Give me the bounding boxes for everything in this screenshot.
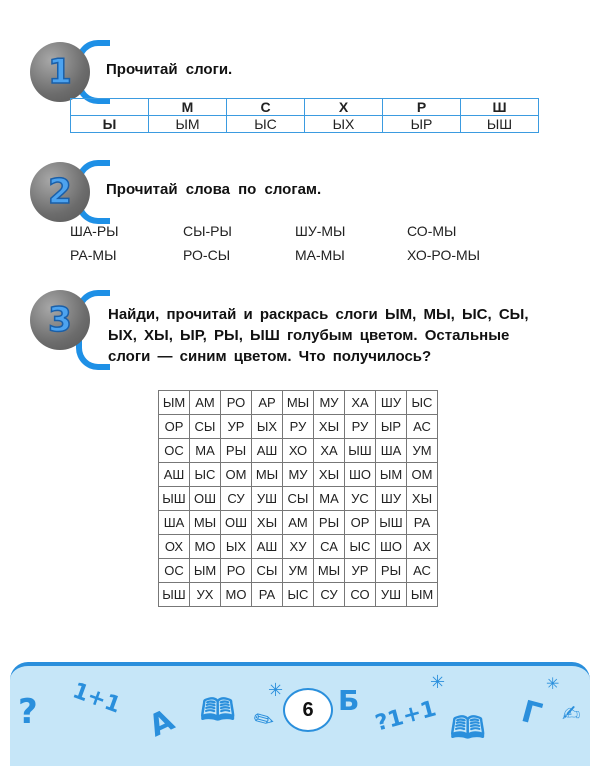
letter-a-doodle: A [143,702,180,745]
pencil-doodle: ✍ [562,702,581,727]
grid-cell[interactable]: РО [221,559,252,583]
grid-cell[interactable]: ХО [283,439,314,463]
word-column [70,223,180,271]
grid-cell[interactable]: СЫ [283,487,314,511]
grid-cell[interactable]: МЫ [314,559,345,583]
grid-cell[interactable]: ША [376,439,407,463]
word: СЫ-РЫ [183,223,232,239]
grid-cell[interactable]: ША [159,511,190,535]
grid-cell[interactable]: ЫС [283,583,314,607]
grid-row [159,583,438,607]
instruction-line: слоги — синим цветом. Что получилось? [108,348,432,365]
page-number: 6 [283,688,333,732]
word: МА-МЫ [295,247,345,263]
grid-cell[interactable]: ШУ [376,391,407,415]
grid-cell[interactable]: СУ [221,487,252,511]
grid-row [159,535,438,559]
grid-cell[interactable]: ХЫ [252,511,283,535]
grid-cell[interactable]: СЫ [190,415,221,439]
table-cell: Ш [461,99,539,116]
word: ША-РЫ [70,223,119,239]
grid-cell[interactable]: ХЫ [407,487,438,511]
task-3-instruction [108,304,529,367]
syllable-table [70,98,539,133]
instruction-line: ЫХ, ХЫ, ЫР, РЫ, ЫШ голубым цветом. Остальные [108,327,510,344]
grid-cell[interactable]: УМ [407,439,438,463]
task-number: 1 [48,52,72,92]
table-cell: Р [383,99,461,116]
letter-b-doodle: Б [338,684,360,717]
table-row [71,116,539,133]
book-doodle: 🕮 [450,711,486,746]
pencil-doodle: ✎ [248,702,280,738]
grid-cell[interactable]: ХЫ [314,415,345,439]
grid-cell[interactable]: МЫ [190,511,221,535]
grid-cell[interactable]: МУ [283,463,314,487]
grid-cell[interactable]: ОМ [221,463,252,487]
math-doodle: 1+1 [69,678,124,719]
grid-cell[interactable]: РУ [283,415,314,439]
grid-cell[interactable]: МО [221,583,252,607]
grid-cell[interactable]: ЫМ [159,391,190,415]
grid-cell[interactable]: МО [190,535,221,559]
math-doodle: ?1+1 [372,696,439,737]
grid-cell[interactable]: ЫС [190,463,221,487]
grid-cell[interactable]: МА [190,439,221,463]
grid-cell[interactable]: РА [252,583,283,607]
grid-row [159,511,438,535]
grid-cell[interactable]: УМ [283,559,314,583]
question-mark-doodle: ? [18,692,38,732]
grid-cell[interactable]: ОМ [407,463,438,487]
star-doodle: ✳ [430,672,446,693]
grid-cell[interactable]: АР [252,391,283,415]
grid-cell[interactable]: ШО [345,463,376,487]
grid-cell[interactable]: ЫШ [376,511,407,535]
instruction-line: Найди, прочитай и раскрась слоги ЫМ, МЫ, ЫС, СЫ, [108,306,529,323]
grid-cell[interactable]: УХ [190,583,221,607]
grid-cell[interactable]: ОР [159,415,190,439]
letter-g-doodle: Г [517,694,546,733]
grid-cell[interactable]: ЫМ [407,583,438,607]
table-cell: ЫМ [149,116,227,133]
grid-cell[interactable]: АС [407,415,438,439]
table-cell: ЫР [383,116,461,133]
grid-cell[interactable]: ЫХ [221,535,252,559]
grid-cell[interactable]: ЫШ [345,439,376,463]
grid-cell[interactable]: СА [314,535,345,559]
task-3-badge [30,290,120,374]
table-header-row [71,99,539,116]
table-cell: ЫС [227,116,305,133]
grid-cell[interactable]: ОШ [221,511,252,535]
grid-cell[interactable]: ШУ [376,487,407,511]
word: РА-МЫ [70,247,117,263]
task-number: 2 [48,172,72,212]
number-circle [30,162,90,222]
grid-cell[interactable]: ЫШ [159,583,190,607]
table-cell: Ы [71,116,149,133]
task-number: 3 [48,300,72,340]
grid-cell[interactable]: АМ [283,511,314,535]
grid-row [159,415,438,439]
grid-cell[interactable]: ЫМ [190,559,221,583]
grid-cell[interactable]: АС [407,559,438,583]
grid-cell[interactable]: УШ [376,583,407,607]
number-circle [30,42,90,102]
number-circle [30,290,90,350]
grid-cell[interactable]: РУ [345,415,376,439]
grid-cell[interactable]: ЫШ [159,487,190,511]
grid-cell[interactable]: АХ [407,535,438,559]
grid-row [159,487,438,511]
grid-cell[interactable]: СУ [314,583,345,607]
grid-cell[interactable]: УР [345,559,376,583]
grid-cell[interactable]: РЫ [314,511,345,535]
grid-cell[interactable]: УШ [252,487,283,511]
task-2-instruction: Прочитай слова по слогам. [106,181,322,198]
grid-cell[interactable]: ЫМ [376,463,407,487]
grid-cell[interactable]: ЫС [345,535,376,559]
grid-cell[interactable]: МЫ [252,463,283,487]
word: РО-СЫ [183,247,231,263]
table-cell: М [149,99,227,116]
grid-cell[interactable]: ОР [345,511,376,535]
book-doodle: 🕮 [200,693,236,728]
grid-cell[interactable]: ЫР [376,415,407,439]
word-column [183,223,293,271]
grid-cell[interactable]: УР [221,415,252,439]
grid-cell[interactable]: СЫ [252,559,283,583]
table-cell: С [227,99,305,116]
grid-cell[interactable]: АШ [252,535,283,559]
grid-row [159,391,438,415]
grid-cell[interactable]: РЫ [221,439,252,463]
grid-cell[interactable]: ОС [159,559,190,583]
grid-cell[interactable]: УС [345,487,376,511]
grid-cell[interactable]: РО [221,391,252,415]
grid-cell[interactable]: ХА [345,391,376,415]
grid-cell[interactable]: ХА [314,439,345,463]
grid-row [159,559,438,583]
grid-cell[interactable]: ОХ [159,535,190,559]
grid-cell[interactable]: АМ [190,391,221,415]
grid-cell[interactable]: ЫС [407,391,438,415]
grid-cell[interactable]: МА [314,487,345,511]
grid-cell[interactable]: АШ [252,439,283,463]
table-cell [71,99,149,116]
table-cell: Х [305,99,383,116]
star-doodle: ✳ [546,674,560,693]
grid-row [159,439,438,463]
grid-cell[interactable]: МЫ [283,391,314,415]
grid-cell[interactable]: ХУ [283,535,314,559]
grid-cell[interactable]: ШО [376,535,407,559]
grid-cell[interactable]: ХЫ [314,463,345,487]
grid-cell[interactable]: ОС [159,439,190,463]
word-column [295,223,405,271]
grid-cell[interactable]: ОШ [190,487,221,511]
grid-cell[interactable]: МУ [314,391,345,415]
word: ШУ-МЫ [295,223,346,239]
word: СО-МЫ [407,223,457,239]
syllable-grid [158,390,438,607]
grid-cell[interactable]: СО [345,583,376,607]
grid-row [159,463,438,487]
grid-cell[interactable]: АШ [159,463,190,487]
star-doodle: ✳ [268,680,284,701]
grid-cell[interactable]: РА [407,511,438,535]
word: ХО-РО-МЫ [407,247,481,263]
grid-cell[interactable]: РЫ [376,559,407,583]
grid-cell[interactable]: ЫХ [252,415,283,439]
table-cell: ЫХ [305,116,383,133]
table-cell: ЫШ [461,116,539,133]
word-column [407,223,517,271]
task-1-instruction: Прочитай слоги. [106,61,233,78]
